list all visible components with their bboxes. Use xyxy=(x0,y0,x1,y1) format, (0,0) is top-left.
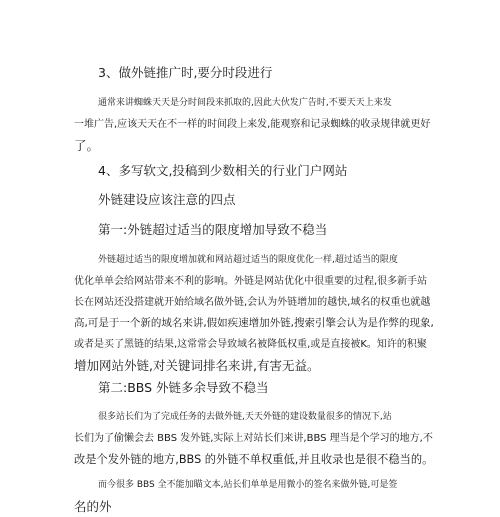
paragraph-line: 而今很多 BBS 全不能加瞄文本,站长们单单是用微小的签名来做外链,可是签 xyxy=(98,480,398,490)
paragraph-line: 优化单单会给网站带来不利的影响。外链是网站优化中很重要的过程,很多新手站 xyxy=(74,276,428,287)
paragraph-line: 了。 xyxy=(74,138,100,153)
point-2-title: 第二:BBS 外链多余导致不稳当 xyxy=(98,380,269,395)
paragraph-line: 长在网站还没搭建就开始给域名做外链,会认为外链增加的越快,域名的权重也就越 xyxy=(74,297,431,308)
paragraph-line: 很多站长们为了完成任务的去做外链,天天外链的建设数量很多的情况下,站 xyxy=(98,412,392,422)
paragraph-line: 或者是买了黑链的结果,这常常会导致域名被降低权重,或是直接被K。知许的积聚 xyxy=(74,339,427,350)
point-2-body xyxy=(74,407,434,470)
paragraph-line: 一堆广告,应该天天在不一样的时间段上来发,能观察和记录蜘蛛的收录规律就更好 xyxy=(74,119,431,130)
heading-3: 3、做外链推广时,要分时段进行 xyxy=(98,65,273,80)
point-1-title: 第一:外链超过适当的限度增加导致不稳当 xyxy=(98,222,328,237)
paragraph-line: 增加网站外链,对关键词排名来讲,有害无益。 xyxy=(74,358,320,373)
point-1-body xyxy=(74,250,434,376)
paragraph-line: 高,可是于一个新的域名来讲,假如疾速增加外链,搜索引擎会认为是作弊的现象, xyxy=(74,317,434,329)
paragraph-line: 通常来讲蜘蛛天天是分时间段来抓取的,因此大伙发广告时,不要天天上来发 xyxy=(98,98,392,108)
point-3-partial xyxy=(74,475,434,517)
heading-4: 4、多写软文,投稿到少数相关的行业门户网站 xyxy=(98,163,348,178)
section-title: 外链建设应该注意的四点 xyxy=(98,192,236,207)
paragraph-line: 名的外 xyxy=(74,499,112,514)
paragraph-line: 外链超过适当的限度增加就和网站超过适当的限度优化一样,超过适当的限度 xyxy=(98,255,398,265)
paragraph-3 xyxy=(74,93,434,156)
paragraph-line: 长们为了偷懒会去 BBS 发外链,实际上对站长们来讲,BBS 理当是个学习的地方,不 xyxy=(74,433,433,444)
paragraph-line: 改是个发外链的地方,BBS 的外链不单权重低,并且收录也是很不稳当的。 xyxy=(74,453,434,466)
